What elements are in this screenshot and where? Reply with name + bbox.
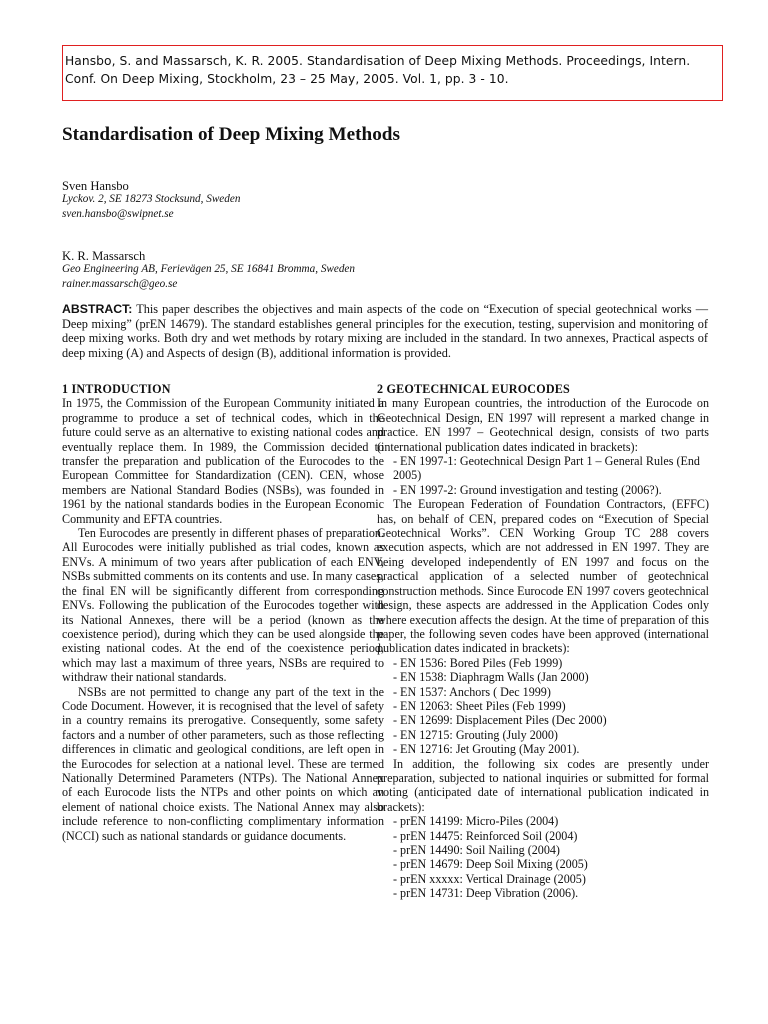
pending-codes-list <box>377 814 709 900</box>
author-email: sven.hansbo@swipnet.se <box>62 208 174 220</box>
list-item: - prEN 14731: Deep Vibration (2006). <box>393 886 579 901</box>
author-address: Geo Engineering AB, Ferievägen 25, SE 16841 Bromma, Sweden <box>62 263 355 275</box>
author-email: rainer.massarsch@geo.se <box>62 278 178 290</box>
citation-box <box>62 45 723 101</box>
list-item: - EN 1538: Diaphragm Walls (Jan 2000) <box>393 670 589 685</box>
paragraph: NSBs are not permitted to change any part of the text in the Code Document. However, it is recognised that the level of safety in a country remains its prerogative. Consequently, some safety factors and a number of other parameters, such as those reflecting differences in climatic and geological conditions, are left open in the Eurocodes for selection at a national level. These are termed Nationally Determined Parameters (NTPs). The National Annex of each Eurocode lists the NTPs and other points on which an element of national choice exists. The National Annex may also include reference to non-conflicting complimentary information (NCCI) such as national standards or guidance documents. <box>62 684 384 843</box>
left-column <box>62 382 384 843</box>
paragraph: Ten Eurocodes are presently in different phases of preparation. All Eurocodes were initially published as trial codes, known as ENVs. A minimum of two years after publication of each ENV, NSBs submitted comments on its contents and use. In many cases, the final EN will be significantly different from corresponding ENVs. Following the publication of the Eurocodes together with its National Annexes, there will be a period (known as the coexistence period), during which they can be used alongside the existing national codes. At the end of the coexistence period, which may last a maximum of three years, NSBs are required to withdraw their national standards. <box>62 526 384 685</box>
list-item: - prEN 14490: Soil Nailing (2004) <box>393 843 560 857</box>
section-heading: 1 INTRODUCTION <box>62 382 171 396</box>
citation-line-1: Hansbo, S. and Massarsch, K. R. 2005. Standardisation of Deep Mixing Methods. Proceedings, Intern. <box>65 54 691 68</box>
paragraph: In 1975, the Commission of the European Community initiated a programme to produce a set of technical codes, which in the future could serve as an alternative to existing national codes and eventually replace them. In 1989, the Commission decided to transfer the preparation and publication of the Eurocodes to the European Committee for Standardization (CEN). CEN, whose members are National Standard Bodies (NSBs), was founded in 1961 by the national standards bodies in the European Economic Community and EFTA countries. <box>62 396 384 526</box>
paragraph: In many European countries, the introduction of the Eurocode on Geotechnical Design, EN 1997 will represent a marked change in practice. EN 1997 – Geotechnical design, consists of two parts (international publication dates indicated in brackets): <box>377 396 709 454</box>
list-item: - EN 12716: Jet Grouting (May 2001). <box>393 742 580 757</box>
author-address: Lyckov. 2, SE 18273 Stocksund, Sweden <box>62 193 241 205</box>
list-item: - EN 1997-2: Ground investigation and testing (2006?). <box>393 482 662 497</box>
list-item: - EN 12699: Displacement Piles (Dec 2000) <box>393 713 607 728</box>
citation-line-2: Conf. On Deep Mixing, Stockholm, 23 – 25 May, 2005. Vol. 1, pp. 3 - 10. <box>65 72 509 86</box>
abstract <box>62 302 708 360</box>
abstract-text: This paper describes the objectives and main aspects of the code on “Execution of special geotechnical works — Deep mixing” (prEN 14679). The standard establishes general principles for the execution, testing, supervision and monitoring of deep mixing works. Both dry and wet methods by rotary mixing are included in the standard. In two annexes, Practical aspects of deep mixing (A) and Aspects of design (B), additional information is provided. <box>62 302 708 360</box>
paper-title: Standardisation of Deep Mixing Methods <box>62 124 400 145</box>
list-item: - prEN 14199: Micro-Piles (2004) <box>393 814 559 829</box>
list-item: - EN 12063: Sheet Piles (Feb 1999) <box>393 698 566 713</box>
list-item: - EN 1997-1: Geotechnical Design Part 1 – General Rules (End 2005) <box>393 454 700 483</box>
list-item: - EN 1537: Anchors ( Dec 1999) <box>393 684 551 699</box>
approved-codes-list <box>377 656 709 757</box>
author-name: Sven Hansbo <box>62 179 129 193</box>
right-column <box>377 382 709 901</box>
paragraph: The European Federation of Foundation Contractors, (EFFC) has, on behalf of CEN, prepared codes on “Execution of Special Geotechnical Works”. CEN Working Group TC 288 covers execution aspects, which are not addressed in EN 1997. They are being developed independently of EN 1997 and focus on the practical application of a selected number of geotechnical construction methods. Since Eurocode EN 1997 covers geotechnical design, these aspects are addressed in the Application Codes only where execution affects the design. At the time of preparation of this paper, the following seven codes have been approved (international publication dates indicated in brackets): <box>377 497 709 656</box>
list-item: - EN 1536: Bored Piles (Feb 1999) <box>393 655 563 670</box>
section-heading: 2 GEOTECHNICAL EUROCODES <box>377 382 570 396</box>
list-item: - EN 12715: Grouting (July 2000) <box>393 727 558 742</box>
list-item: - prEN 14679: Deep Soil Mixing (2005) <box>393 857 588 872</box>
author-name: K. R. Massarsch <box>62 249 146 263</box>
abstract-label: ABSTRACT: <box>62 302 133 316</box>
parts-list <box>377 454 709 497</box>
list-item: - prEN 14475: Reinforced Soil (2004) <box>393 828 578 843</box>
list-item: - prEN xxxxx: Vertical Drainage (2005) <box>393 871 586 886</box>
paragraph: In addition, the following six codes are presently under preparation, subjected to national inquiries or submitted for formal voting (anticipated date of international publication indicated in brackets): <box>377 756 709 814</box>
